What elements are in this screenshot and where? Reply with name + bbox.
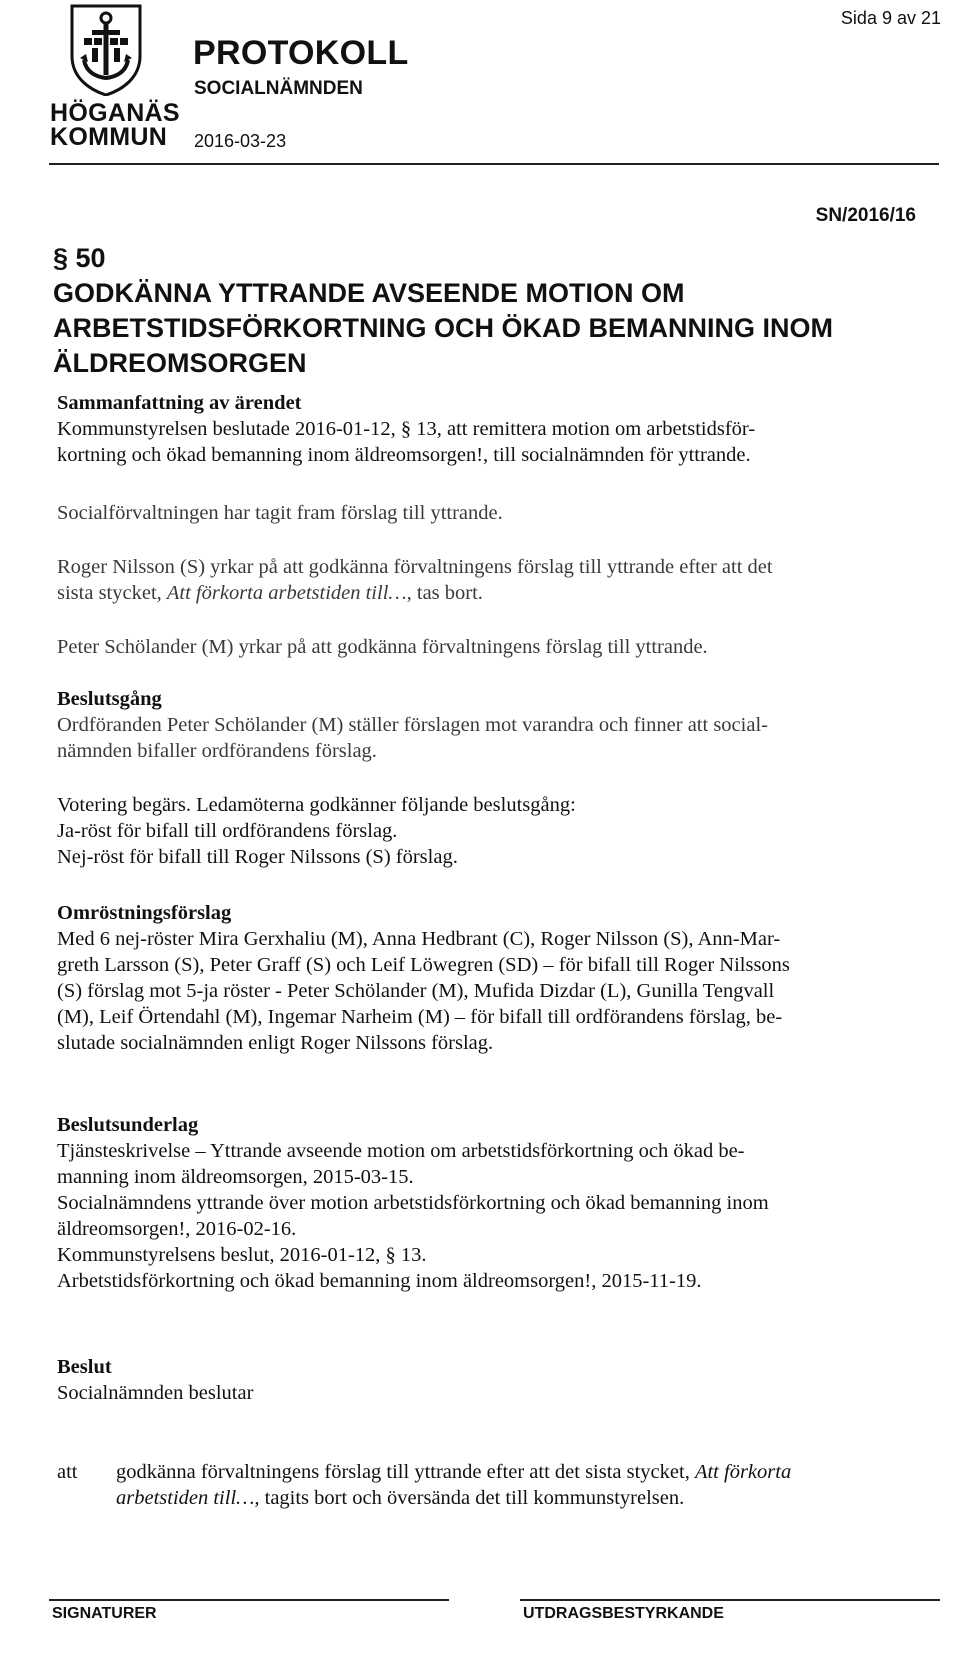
paragraph-title: GODKÄNNA YTTRANDE AVSEENDE MOTION OM ARBETSTIDSFÖRKORTNING OCH ÖKAD BEMANNING INOM ÄLDREOMSORGEN [53, 278, 833, 378]
summary-p3-line-2 [57, 580, 927, 606]
anchor-crest-icon [70, 4, 142, 96]
p3-text-italic: Att förkorta arbetstiden till… [166, 582, 407, 604]
decision-text [116, 1459, 936, 1511]
procedure-line-1: Ordföranden Peter Schölander (M) ställer förslagen mot varandra och finner att social- [57, 714, 768, 736]
summary-heading: Sammanfattning av ärendet [57, 392, 302, 414]
extract-certification-label: UTDRAGSBESTYRKANDE [523, 1605, 724, 1622]
basis-line-1: Tjänsteskrivelse – Yttrande avseende motion om arbetstidsförkortning och ökad be- [57, 1140, 745, 1162]
vote-line-4: (M), Leif Örtendahl (M), Ingemar Narheim (M) – för bifall till ordförandens förslag, be- [57, 1006, 783, 1028]
vote-request-line-3: Nej-röst för bifall till Roger Nilssons (S) förslag. [57, 846, 458, 868]
decision-att-label: att [57, 1461, 78, 1483]
p3-text-pre: sista stycket, [57, 582, 167, 604]
summary-paragraph-3 [57, 554, 927, 606]
page-number: Sida 9 av 21 [840, 8, 941, 28]
decision-text-italic-2: arbetstiden till… [116, 1487, 255, 1509]
meeting-date: 2016-03-23 [194, 131, 287, 151]
vote-request [57, 792, 927, 870]
summary-paragraph-2: Socialförvaltningen har tagit fram förslag till yttrande. [57, 502, 503, 524]
vote-line-1: Med 6 nej-röster Mira Gerxhaliu (M), Anna Hedbrant (C), Roger Nilsson (S), Ann-Mar- [57, 928, 781, 950]
footer-divider-extract [520, 1599, 940, 1601]
document-title: PROTOKOLL [193, 34, 409, 72]
vote-request-line-1: Votering begärs. Ledamöterna godkänner följande beslutsgång: [57, 794, 576, 816]
procedure-heading: Beslutsgång [57, 688, 162, 710]
logo-text-hoganas: HÖGANÄS [50, 99, 180, 127]
summary-section [57, 390, 927, 468]
committee-name: SOCIALNÄMNDEN [194, 78, 363, 99]
header-divider [49, 163, 939, 165]
vote-line-5: slutade socialnämnden enligt Roger Nilssons förslag. [57, 1032, 494, 1054]
case-number: SN/2016/16 [815, 205, 916, 226]
summary-p3-line-1: Roger Nilsson (S) yrkar på att godkänna förvaltningens förslag till yttrande efter att det [57, 556, 773, 578]
footer-divider-signatures [49, 1599, 449, 1601]
vote-section [57, 900, 927, 1056]
basis-line-2: manning inom äldreomsorgen, 2015-03-15. [57, 1166, 414, 1188]
decision-section [57, 1354, 927, 1406]
procedure-section [57, 686, 927, 764]
p3-text-post: , tas bort. [406, 582, 483, 604]
decision-text-post: , tagits bort och översända det till kommunstyrelsen. [254, 1487, 685, 1509]
basis-section [57, 1112, 927, 1294]
summary-line-1: Kommunstyrelsen beslutade 2016-01-12, § 13, att remittera motion om arbetstidsför- [57, 418, 756, 440]
decision-line-1 [116, 1459, 936, 1485]
basis-line-3: Socialnämndens yttrande över motion arbetstidsförkortning och ökad bemanning inom [57, 1192, 769, 1214]
vote-request-line-2: Ja-röst för bifall till ordförandens förslag. [57, 820, 398, 842]
basis-line-6: Arbetstidsförkortning och ökad bemanning inom äldreomsorgen!, 2015-11-19. [57, 1270, 702, 1292]
decision-heading: Beslut [57, 1356, 112, 1378]
decision-text-pre: godkänna förvaltningens förslag till yttrande efter att det sista stycket, [116, 1461, 695, 1483]
procedure-line-2: nämnden bifaller ordförandens förslag. [57, 740, 377, 762]
signatures-label: SIGNATURER [52, 1605, 157, 1622]
vote-line-2: greth Larsson (S), Peter Graff (S) och Leif Löwegren (SD) – för bifall till Roger Nilssons [57, 954, 790, 976]
vote-heading: Omröstningsförslag [57, 902, 232, 924]
decision-line-2 [116, 1485, 936, 1511]
logo-text-kommun: KOMMUN [50, 123, 168, 151]
summary-line-2: kortning och ökad bemanning inom äldreomsorgen!, till socialnämnden för yttrande. [57, 444, 751, 466]
municipality-logo [50, 4, 180, 154]
vote-line-3: (S) förslag mot 5-ja röster - Peter Schölander (M), Mufida Dizdar (L), Gunilla Tengvall [57, 980, 775, 1002]
paragraph-number: § 50 [53, 243, 106, 273]
basis-heading: Beslutsunderlag [57, 1114, 199, 1136]
basis-line-4: äldreomsorgen!, 2016-02-16. [57, 1218, 297, 1240]
summary-paragraph-4: Peter Schölander (M) yrkar på att godkänna förvaltningens förslag till yttrande. [57, 636, 708, 658]
basis-line-5: Kommunstyrelsens beslut, 2016-01-12, § 13. [57, 1244, 427, 1266]
decision-text-italic-1: Att förkorta [694, 1461, 792, 1483]
decision-intro: Socialnämnden beslutar [57, 1382, 254, 1404]
